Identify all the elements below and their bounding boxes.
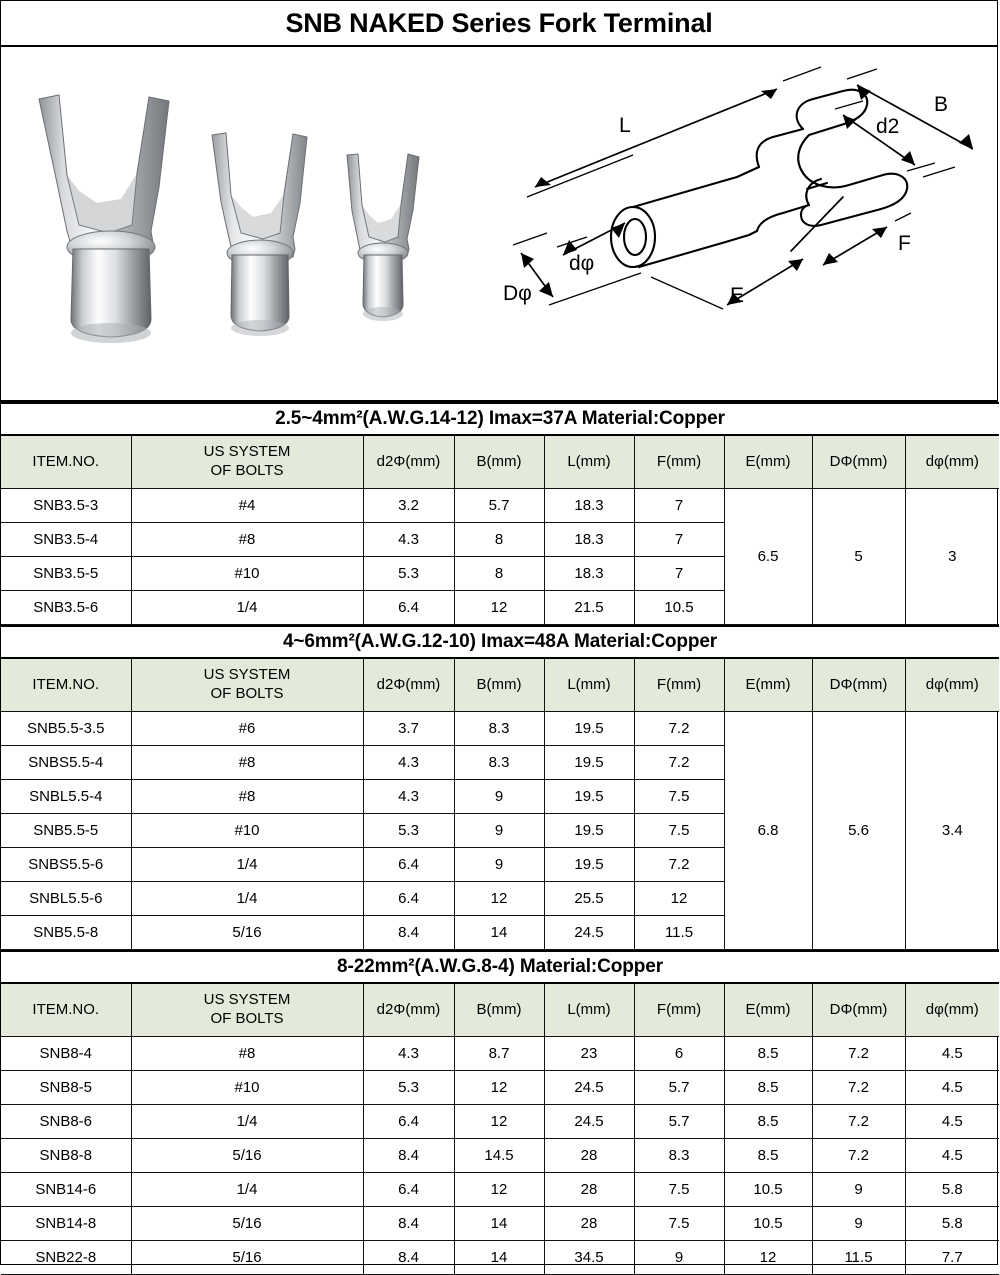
cell-l: 24.5 [544,916,634,950]
drawing-label-Dphi: Dφ [503,282,532,305]
cell-item: SNB3.5-6 [1,591,131,625]
cell-l: 24.5 [544,1071,634,1105]
cell-b: 12 [454,1105,544,1139]
dim-line-B [857,85,973,149]
cell-f: 7.2 [634,848,724,882]
cell-d2: 6.4 [363,1105,454,1139]
drawing-label-L: L [619,114,631,137]
col-b: B(mm) [454,983,544,1037]
technical-drawing-group [491,55,991,385]
dim-line-L [535,89,777,187]
cell-bolts: 1/4 [131,1173,363,1207]
spec-title-row [1,626,999,658]
cell-l: 34.5 [544,1241,634,1275]
cell-bolts: #4 [131,489,363,523]
cell-bolts: #8 [131,746,363,780]
cell-e: 8.5 [724,1105,812,1139]
cell-dphi: 7.7 [905,1241,999,1275]
cell-d2: 6.4 [363,1173,454,1207]
cell-l: 19.5 [544,814,634,848]
cell-bolts: 1/4 [131,848,363,882]
terminal-photo-medium [212,133,307,336]
cell-item: SNB3.5-4 [1,523,131,557]
col-l: L(mm) [544,435,634,489]
cell-bolts: 5/16 [131,1241,363,1275]
cell-item: SNB5.5-5 [1,814,131,848]
cell-b: 8.3 [454,712,544,746]
cell-d2: 6.4 [363,591,454,625]
terminal-photo-large [39,95,169,343]
cell-d2: 3.7 [363,712,454,746]
cell-dcap: 9 [812,1173,905,1207]
spec-title-2: 4~6mm²(A.W.G.12-10) Imax=48A Material:Copper [1,626,999,658]
cell-item: SNBL5.5-4 [1,780,131,814]
cell-b: 12 [454,882,544,916]
cell-d2: 6.4 [363,848,454,882]
cell-item: SNB5.5-3.5 [1,712,131,746]
cell-dcap: 7.2 [812,1037,905,1071]
col-d2: d2Φ(mm) [363,983,454,1037]
cell-b: 8.3 [454,746,544,780]
cell-b: 8 [454,557,544,591]
cell-b: 9 [454,814,544,848]
figure-band [1,47,997,402]
col-b: B(mm) [454,435,544,489]
col-e: E(mm) [724,983,812,1037]
cell-d2: 8.4 [363,916,454,950]
cell-b: 5.7 [454,489,544,523]
cell-f: 8.3 [634,1139,724,1173]
cell-dphi: 4.5 [905,1037,999,1071]
col-dphi: dφ(mm) [905,983,999,1037]
cell-l: 28 [544,1139,634,1173]
col-bolts: US SYSTEM OF BOLTS [131,983,363,1037]
cell-dcap: 7.2 [812,1105,905,1139]
terminal-photos-svg [1,47,481,397]
cell-bolts: 1/4 [131,1105,363,1139]
cell-d2: 8.4 [363,1139,454,1173]
cell-e: 10.5 [724,1207,812,1241]
cell-bolts: #10 [131,1071,363,1105]
cell-dcap: 7.2 [812,1071,905,1105]
drawing-label-d2: d2 [876,115,900,138]
table-row [1,712,999,746]
cell-item: SNB22-8 [1,1241,131,1275]
page-title: SNB NAKED Series Fork Terminal [285,7,713,38]
cell-bolts: 5/16 [131,1207,363,1241]
col-f: F(mm) [634,658,724,712]
cell-e-merged: 6.5 [724,489,812,625]
cell-d2: 4.3 [363,1037,454,1071]
cell-l: 19.5 [544,848,634,882]
cell-f: 10.5 [634,591,724,625]
cell-l: 19.5 [544,712,634,746]
cell-dcap: 7.2 [812,1139,905,1173]
col-item: ITEM.NO. [1,658,131,712]
cell-item: SNB14-6 [1,1173,131,1207]
cell-e: 12 [724,1241,812,1275]
cell-e: 8.5 [724,1139,812,1173]
cell-bolts: #8 [131,780,363,814]
col-f: F(mm) [634,435,724,489]
table-row [1,1241,999,1275]
cell-f: 9 [634,1241,724,1275]
cell-bolts: 1/4 [131,882,363,916]
cell-d2: 4.3 [363,780,454,814]
cell-d2: 5.3 [363,814,454,848]
cell-b: 14.5 [454,1139,544,1173]
cell-d2: 5.3 [363,557,454,591]
col-item: ITEM.NO. [1,435,131,489]
cell-b: 14 [454,1241,544,1275]
cell-b: 9 [454,780,544,814]
cell-dcap: 11.5 [812,1241,905,1275]
cell-item: SNB8-5 [1,1071,131,1105]
cell-bolts: #8 [131,523,363,557]
drawing-label-dphi: dφ [569,252,595,275]
cell-l: 28 [544,1207,634,1241]
col-dcap: DΦ(mm) [812,435,905,489]
cell-dphi: 4.5 [905,1139,999,1173]
cell-dphi: 5.8 [905,1207,999,1241]
cell-f: 7.5 [634,1207,724,1241]
cell-item: SNB8-4 [1,1037,131,1071]
drawing-label-F: F [898,232,911,255]
cell-e: 8.5 [724,1071,812,1105]
cell-bolts: 5/16 [131,916,363,950]
cell-dcap-merged: 5.6 [812,712,905,950]
col-dcap: DΦ(mm) [812,658,905,712]
col-dcap: DΦ(mm) [812,983,905,1037]
col-d2: d2Φ(mm) [363,658,454,712]
col-d2: d2Φ(mm) [363,435,454,489]
cell-bolts: #10 [131,557,363,591]
drawing-label-E: E [730,284,745,307]
col-item: ITEM.NO. [1,983,131,1037]
title-band [1,1,997,47]
cell-dphi: 5.8 [905,1173,999,1207]
cell-f: 7 [634,489,724,523]
cell-l: 28 [544,1173,634,1207]
spec-table-3 [1,950,999,1275]
cell-e: 10.5 [724,1173,812,1207]
table-row [1,1105,999,1139]
cell-dcap: 9 [812,1207,905,1241]
column-header-row [1,658,999,712]
cell-dphi: 4.5 [905,1071,999,1105]
cell-l: 21.5 [544,591,634,625]
spec-title-row [1,403,999,435]
cell-f: 7.2 [634,746,724,780]
cell-b: 14 [454,916,544,950]
cell-f: 7.5 [634,780,724,814]
technical-drawing-svg [491,55,991,385]
cell-item: SNB5.5-8 [1,916,131,950]
product-photo-group [1,47,481,397]
cell-b: 12 [454,1173,544,1207]
cell-dcap-merged: 5 [812,489,905,625]
col-l: L(mm) [544,983,634,1037]
cell-l: 19.5 [544,780,634,814]
spec-title-3: 8-22mm²(A.W.G.8-4) Material:Copper [1,951,999,983]
cell-f: 7 [634,557,724,591]
spec-title-row [1,951,999,983]
col-e: E(mm) [724,435,812,489]
drawing-label-B: B [934,93,949,116]
col-bolts: US SYSTEM OF BOLTS [131,658,363,712]
cell-l: 24.5 [544,1105,634,1139]
table-row [1,1173,999,1207]
cell-l: 18.3 [544,523,634,557]
column-header-row [1,983,999,1037]
cell-item: SNBS5.5-4 [1,746,131,780]
table-row [1,1207,999,1241]
cell-d2: 8.4 [363,1207,454,1241]
col-l: L(mm) [544,658,634,712]
cell-d2: 4.3 [363,523,454,557]
col-dphi: dφ(mm) [905,435,999,489]
cell-f: 7.5 [634,1173,724,1207]
cell-item: SNB14-8 [1,1207,131,1241]
cell-d2: 6.4 [363,882,454,916]
spec-table-2 [1,625,999,950]
cell-d2: 3.2 [363,489,454,523]
cell-f: 12 [634,882,724,916]
cell-f: 7.5 [634,814,724,848]
cell-bolts: #6 [131,712,363,746]
cell-e-merged: 6.8 [724,712,812,950]
cell-item: SNBL5.5-6 [1,882,131,916]
col-b: B(mm) [454,658,544,712]
terminal-photo-small [347,154,419,321]
col-f: F(mm) [634,983,724,1037]
table-row [1,1037,999,1071]
cell-bolts: #10 [131,814,363,848]
cell-f: 5.7 [634,1071,724,1105]
cell-d2: 4.3 [363,746,454,780]
cell-b: 14 [454,1207,544,1241]
cell-f: 5.7 [634,1105,724,1139]
cell-bolts: #8 [131,1037,363,1071]
cell-item: SNB8-6 [1,1105,131,1139]
cell-f: 6 [634,1037,724,1071]
cell-item: SNBS5.5-6 [1,848,131,882]
table-row [1,1071,999,1105]
cell-l: 23 [544,1037,634,1071]
col-e: E(mm) [724,658,812,712]
cell-dphi-merged: 3.4 [905,712,999,950]
cell-item: SNB8-8 [1,1139,131,1173]
barrel-inner-ellipse [624,219,646,255]
table-row [1,1139,999,1173]
col-bolts: US SYSTEM OF BOLTS [131,435,363,489]
table-row [1,489,999,523]
cell-f: 11.5 [634,916,724,950]
cell-b: 8 [454,523,544,557]
cell-f: 7 [634,523,724,557]
column-header-row [1,435,999,489]
cell-item: SNB3.5-3 [1,489,131,523]
cell-b: 12 [454,591,544,625]
cell-bolts: 1/4 [131,591,363,625]
cell-l: 18.3 [544,557,634,591]
cell-l: 19.5 [544,746,634,780]
spec-table-1 [1,402,999,625]
spec-title-1: 2.5~4mm²(A.W.G.14-12) Imax=37A Material:Copper [1,403,999,435]
cell-dphi-merged: 3 [905,489,999,625]
cell-e: 8.5 [724,1037,812,1071]
cell-bolts: 5/16 [131,1139,363,1173]
cell-b: 9 [454,848,544,882]
col-dphi: dφ(mm) [905,658,999,712]
cell-b: 12 [454,1071,544,1105]
spec-tables [1,402,997,1275]
cell-l: 25.5 [544,882,634,916]
cell-item: SNB3.5-5 [1,557,131,591]
cell-l: 18.3 [544,489,634,523]
barrel-outer-ellipse [611,207,655,267]
cell-b: 8.7 [454,1037,544,1071]
cell-dphi: 4.5 [905,1105,999,1139]
cell-d2: 5.3 [363,1071,454,1105]
cell-f: 7.2 [634,712,724,746]
cell-d2: 8.4 [363,1241,454,1275]
